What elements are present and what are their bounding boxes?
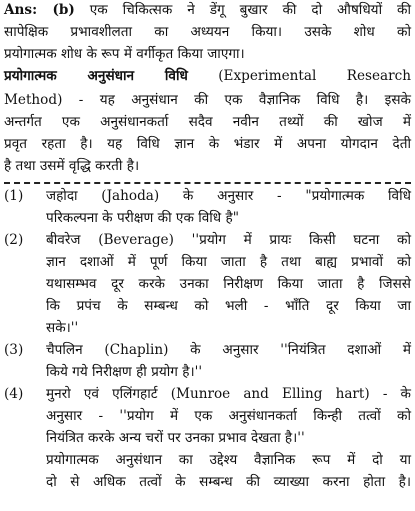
item-number: (1)	[4, 188, 24, 204]
list-item-line: यथासम्भव दूर करके उनका निरीक्षण किया जाता है जिससे	[46, 276, 411, 292]
answer-line-1	[4, 0, 411, 21]
list-item-line: सके।''	[46, 320, 79, 336]
item-number: (2)	[4, 232, 24, 248]
list-item-line: जहोदा (Jahoda) के अनुसार - "प्रयोगात्मक विधि	[46, 188, 411, 204]
method-heading-english: (Experimental Research	[218, 68, 411, 84]
item-number: (3)	[4, 342, 24, 358]
list-item-line: अनुसार - ''प्रयोग में एक अनुसंधानकर्ता किन्ही तत्वों को	[46, 408, 411, 424]
answer-line-2: सापेक्षिक प्रभावशीलता का अध्ययन किया। उसके शोध को	[4, 24, 411, 40]
list-item-line: दो से अधिक तत्वों के सम्बन्ध की व्याख्या करना होता है।	[46, 474, 411, 490]
list-item-line: बीवरेज (Beverage) ''प्रयोग में प्रायः किसी घटना को	[46, 232, 411, 248]
list-item-line: चैपलिन (Chaplin) के अनुसार ''नियंत्रित दशाओं में	[46, 342, 411, 358]
list-item-line: किये गये निरीक्षण ही प्रयोग है।''	[46, 364, 203, 380]
list-item-line: ज्ञान दशाओं में पूर्ण किया जाता है तथा बाह्य प्रभावों को	[46, 254, 411, 270]
answer-label: Ans: (b)	[4, 2, 75, 18]
list-item-line: प्रयोगात्मक अनुसंधान का उद्देश्य वैज्ञानिक रूप में दो या	[46, 452, 411, 468]
method-line-4: प्रवृत रहता है। यह विधि ज्ञान के भंडार में अपना योगदान देती	[4, 136, 411, 152]
list-item-line: परिकल्पना के परीक्षण की एक विधि है"	[46, 210, 239, 226]
method-heading-line	[4, 66, 411, 87]
list-item-line: नियंत्रित करके अन्य चरों पर उनका प्रभाव देखता है।''	[46, 430, 305, 446]
item-number: (4)	[4, 386, 24, 402]
answer-line-3: प्रयोगात्मक शोध के रूप में वर्गीकृत किया जाएगा।	[4, 46, 245, 62]
answer-text-1: एक चिकित्सक ने डेंगू बुखार की दो औषधियों की	[89, 2, 411, 18]
method-line-5: है तथा उसमें वृद्धि करती है।	[4, 158, 140, 174]
method-line-2: Method) - यह अनुसंधान की एक वैज्ञानिक विधि है। इसके	[4, 92, 411, 108]
list-item-line: मुनरो एवं एलिंगहार्ट (Munroe and Elling hart) - के	[46, 386, 411, 402]
dashed-divider	[4, 182, 411, 184]
list-item-line: कि प्रपंच के सम्बन्ध को भली - भाँति दूर किया जा	[46, 298, 411, 314]
method-heading: प्रयोगात्मक अनुसंधान विधि	[4, 68, 188, 84]
method-line-3: अन्तर्गत एक अनुसंधानकर्ता सदैव नवीन तथ्यों की खोज में	[4, 114, 411, 130]
